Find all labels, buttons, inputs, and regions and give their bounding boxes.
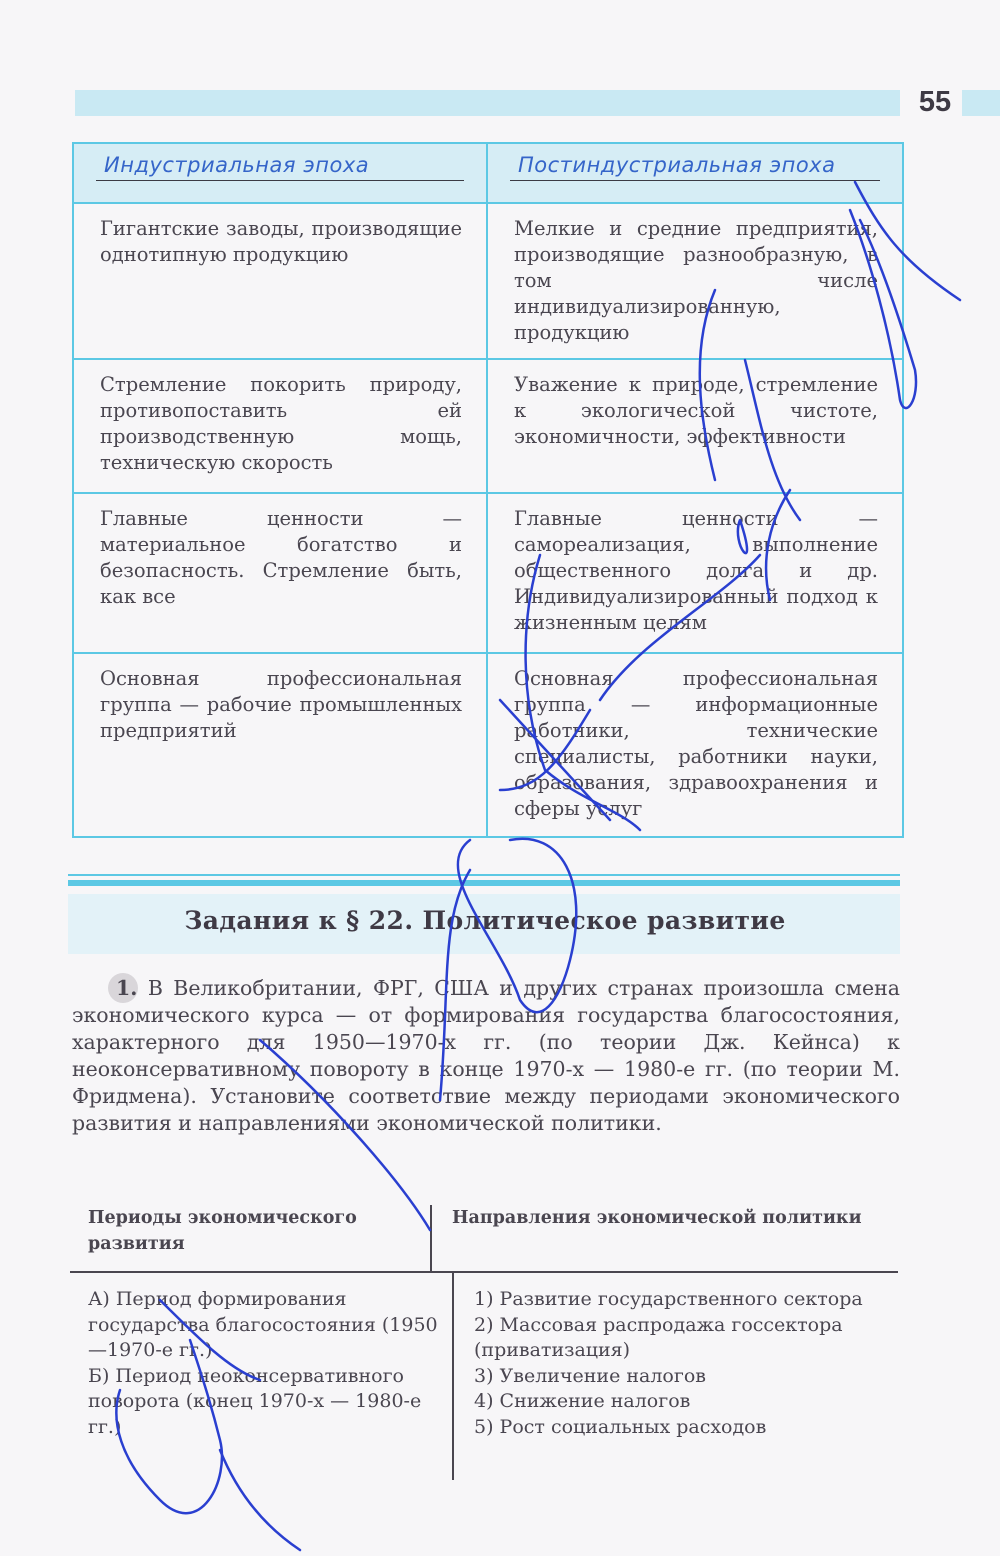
epoch-comparison-table: [72, 142, 904, 838]
table-cell: Главные ценности — материальное богатство и безопасность. Стремление быть, как все: [73, 493, 487, 653]
table-cell: Основная профессиональная группа — рабочие промышленных предприятий: [73, 653, 487, 837]
table-row: [73, 653, 903, 837]
section-title: Задания к § 22. Политическое развитие: [184, 906, 786, 935]
matching-right-header: Направления экономической политики: [452, 1208, 862, 1228]
section-divider-thin: [68, 874, 900, 876]
matching-header: [70, 1205, 898, 1273]
policy-item-4: 4) Снижение налогов: [474, 1390, 691, 1412]
matching-body: [70, 1273, 898, 1480]
task-number: 1.: [116, 976, 138, 1000]
table-cell: Главные ценности — самореализация, выполнение общественного долга и др. Индивидуализированный подход к жизненным целям: [487, 493, 903, 653]
matching-table: [70, 1205, 898, 1480]
table-header-row: [73, 143, 903, 203]
matching-left-header: Периоды экономического развития: [70, 1205, 432, 1271]
page-header-band-right: [962, 90, 1000, 116]
task-1: [72, 975, 900, 1137]
table-row: [73, 203, 903, 359]
header-cell-industrial: [73, 143, 487, 203]
table-row: [73, 359, 903, 493]
section-divider-thick: [68, 880, 900, 886]
header-cell-postindustrial: [487, 143, 903, 203]
page-header-band: [75, 90, 900, 116]
task-1-text: В Великобритании, ФРГ, США и других странах произошла смена экономического курса — от формирования государства благосостояния, характерного для 1950—1970-х гг. (по теории Дж. Кейнса) к неоконсервативному повороту в конце 1970-х — 1980-е гг. (по теории М. Фридмена). Установите соответствие между периодами экономического развития и направлениями экономической политики.: [72, 976, 900, 1135]
period-item-a: А) Период формирования государства благосостояния (1950—1970-е гг.): [88, 1288, 438, 1361]
table-row: [73, 493, 903, 653]
policy-item-1: 1) Развитие государственного сектора: [474, 1288, 863, 1310]
task-number-badge: [116, 975, 137, 1002]
table-cell: Стремление покорить природу, противопоставить ей производственную мощь, техническую скорость: [73, 359, 487, 493]
page-number: 55: [918, 86, 952, 118]
policy-item-5: 5) Рост социальных расходов: [474, 1415, 767, 1438]
table-cell: Мелкие и средние предприятия, производящие разнообразную, в том числе индивидуализированную, продукцию: [487, 203, 903, 359]
period-item-b: Б) Период неоконсервативного поворота (конец 1970-х — 1980-е гг.): [88, 1364, 422, 1438]
matching-right-column: [454, 1273, 894, 1480]
policy-item-2: 2) Массовая распродажа госсектора (приватизация): [474, 1313, 843, 1361]
table-cell: Основная профессиональная группа — информационные работники, технические специалисты, работники науки, образования, здравоохранения и сферы услуг: [487, 653, 903, 837]
handwritten-header-postindustrial: Постиндустриальная эпоха: [510, 152, 880, 181]
table-cell: Уважение к природе, стремление к экологической чистоте, экономичности, эффективности: [487, 359, 903, 493]
policy-item-3: 3) Увеличение налогов: [474, 1364, 706, 1387]
table-cell: Гигантские заводы, производящие однотипную продукцию: [73, 203, 487, 359]
handwritten-header-industrial: Индустриальная эпоха: [96, 152, 464, 181]
matching-left-column: [70, 1273, 454, 1480]
